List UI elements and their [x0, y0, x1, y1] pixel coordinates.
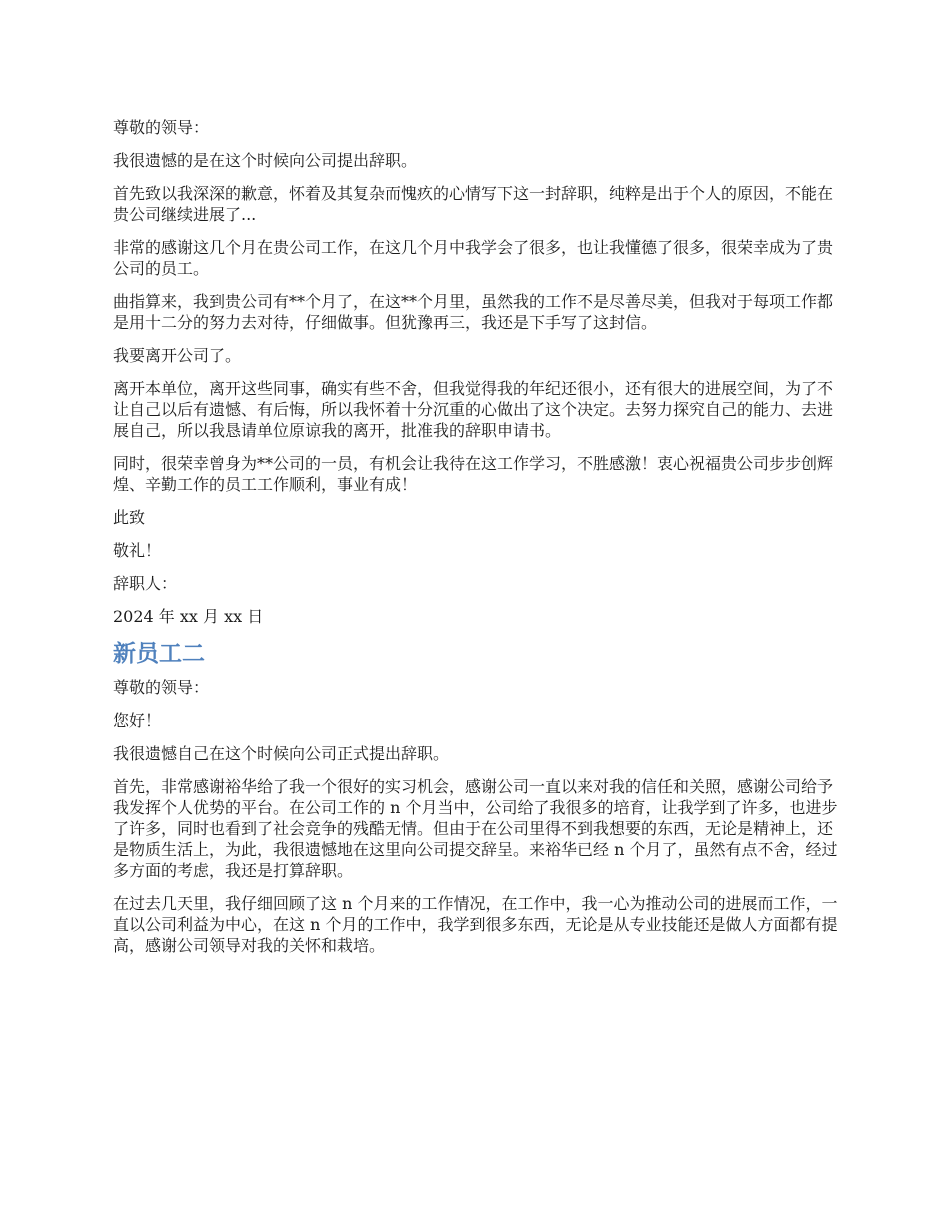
closing-line: 敬礼！ — [113, 541, 162, 560]
paragraph: 我很遗憾自己在这个时候向公司正式提出辞职。 — [113, 744, 450, 763]
salutation: 尊敬的领导： — [113, 118, 210, 137]
paragraph: 同时，很荣幸曾身为**公司的一员，有机会让我待在这工作学习，不胜感激！衷心祝福贵公司步步创辉煌、辛勤工作的员工工作顺利，事业有成！ — [113, 454, 834, 494]
paragraph: 离开本单位，离开这些同事，确实有些不舍，但我觉得我的年纪还很小，还有很大的进展空间，为了不让自己以后有遗憾、有后悔，所以我怀着十分沉重的心做出了这个决定。去努力探究自己的能力、去进展自己，所以我恳请单位原谅我的离开，批准我的辞职申请书。 — [113, 379, 834, 440]
paragraph: 首先，非常感谢裕华给了我一个很好的实习机会，感谢公司一直以来对我的信任和关照，感谢公司给予我发挥个人优势的平台。在公司工作的 n 个月当中，公司给了我很多的培育，让我学到了许多，也进步了许多，同时也看到了社会竞争的残酷无情。但由于在公司里得不到我想要的东西，无论是精神上，还是物质生活上，为此，我很遗憾地在这里向公司提交辞呈。来裕华已经 n 个月了，虽然有点不舍，经过多方面的考虑，我还是打算辞职。 — [113, 777, 838, 880]
salutation: 尊敬的领导： — [113, 678, 210, 697]
closing-line: 此致 — [113, 508, 146, 527]
paragraph: 首先致以我深深的歉意，怀着及其复杂而愧疚的心情写下这一封辞职，纯粹是出于个人的原因，不能在贵公司继续进展了... — [113, 184, 834, 224]
section-heading: 新员工二 — [113, 641, 205, 667]
paragraph: 曲指算来，我到贵公司有**个月了，在这**个月里，虽然我的工作不是尽善尽美，但我对于每项工作都是用十二分的努力去对待，仔细做事。但犹豫再三，我还是下手写了这封信。 — [113, 292, 834, 332]
signature-label: 辞职人： — [113, 574, 178, 593]
document-page — [113, 117, 840, 968]
paragraph: 在过去几天里，我仔细回顾了这 n 个月来的工作情况，在工作中，我一心为推动公司的进展而工作，一直以公司利益为中心，在这 n 个月的工作中，我学到很多东西，无论是从专业技能还是做人方面都有提高，感谢公司领导对我的关怀和栽培。 — [113, 894, 838, 955]
greeting: 您好！ — [113, 711, 162, 730]
paragraph: 我要离开公司了。 — [113, 346, 242, 365]
paragraph: 非常的感谢这几个月在贵公司工作，在这几个月中我学会了很多，也让我懂德了很多，很荣幸成为了贵公司的员工。 — [113, 238, 834, 278]
date-line: 2024 年 xx 月 xx 日 — [113, 607, 264, 626]
paragraph: 我很遗憾的是在这个时候向公司提出辞职。 — [113, 151, 418, 170]
